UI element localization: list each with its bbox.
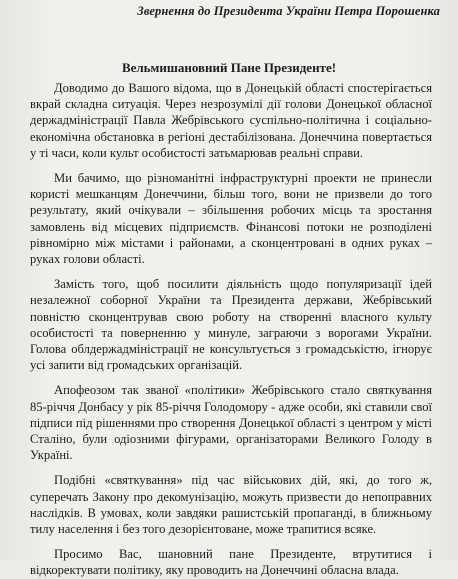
document-body bbox=[30, 80, 432, 579]
paragraph-2: Ми бачимо, що різноманітні інфраструктурні проекти не принесли користі мешканцям Донеччини, більш того, вони не призвели до того результату, який очікували – збільшення робочих місць та зростання замовлень від місцевих підприємств. Фінансові потоки не розподілені рівномірно між містами і районами, а сконцентровані в одних руках – руках голови області. bbox=[30, 171, 432, 267]
paragraph-1: Доводимо до Вашого відома, що в Донецькій області спостерігається вкрай складна ситуація. Через незрозумілі дії голови Донецької обласної держадміністрації Павла Жебрівського суспільно-політична і соціально-економічна обстановка в регіоні дестабілізована. Донеччина повертається у ті часи, коли культ особистості затьмарював реальні справи. bbox=[30, 81, 432, 160]
paragraph-4: Апофеозом так званої «політики» Жебрівського стало святкування 85-річчя Донбасу у рік 85-річчя Голодомору - адже особи, які ставили свої підписи під рішеннями про створення Донецької області з центром у місті Сталіно, були одіозними фігурами, організаторами Великого Голоду в Україні. bbox=[30, 383, 432, 463]
paragraph-3: Замість того, щоб посилити діяльність щодо популяризації ідей незалежної соборної України та Президента держави, Жебрівський повністю сконцентрував свою роботу на створенні власного культу особистості та поверненню у минуле, заграючи з ворогами України. Голова облдержадміністрації не консультується з громадськістю, ігнорує усі запити від громадських організацій. bbox=[30, 277, 432, 373]
paragraph-6: Просимо Вас, шановний пане Президенте, втрутитися і відкоректувати політику, яку проводить на Донеччині обласна влада. bbox=[30, 547, 432, 578]
paragraph-5: Подібні «святкування» під час військових дій, які, до того ж, суперечать Закону про декомунізацію, можуть призвести до непоправних наслідків. В умовах, коли завдяки рашистській пропаганді, в ближньому тилу населення і без того дезорієнтоване, може трапитися всяке. bbox=[30, 473, 432, 537]
greeting: Вельмишановний Пане Президенте! bbox=[121, 60, 337, 75]
document-header: Звернення до Президента України Петра Порошенка bbox=[137, 4, 440, 18]
